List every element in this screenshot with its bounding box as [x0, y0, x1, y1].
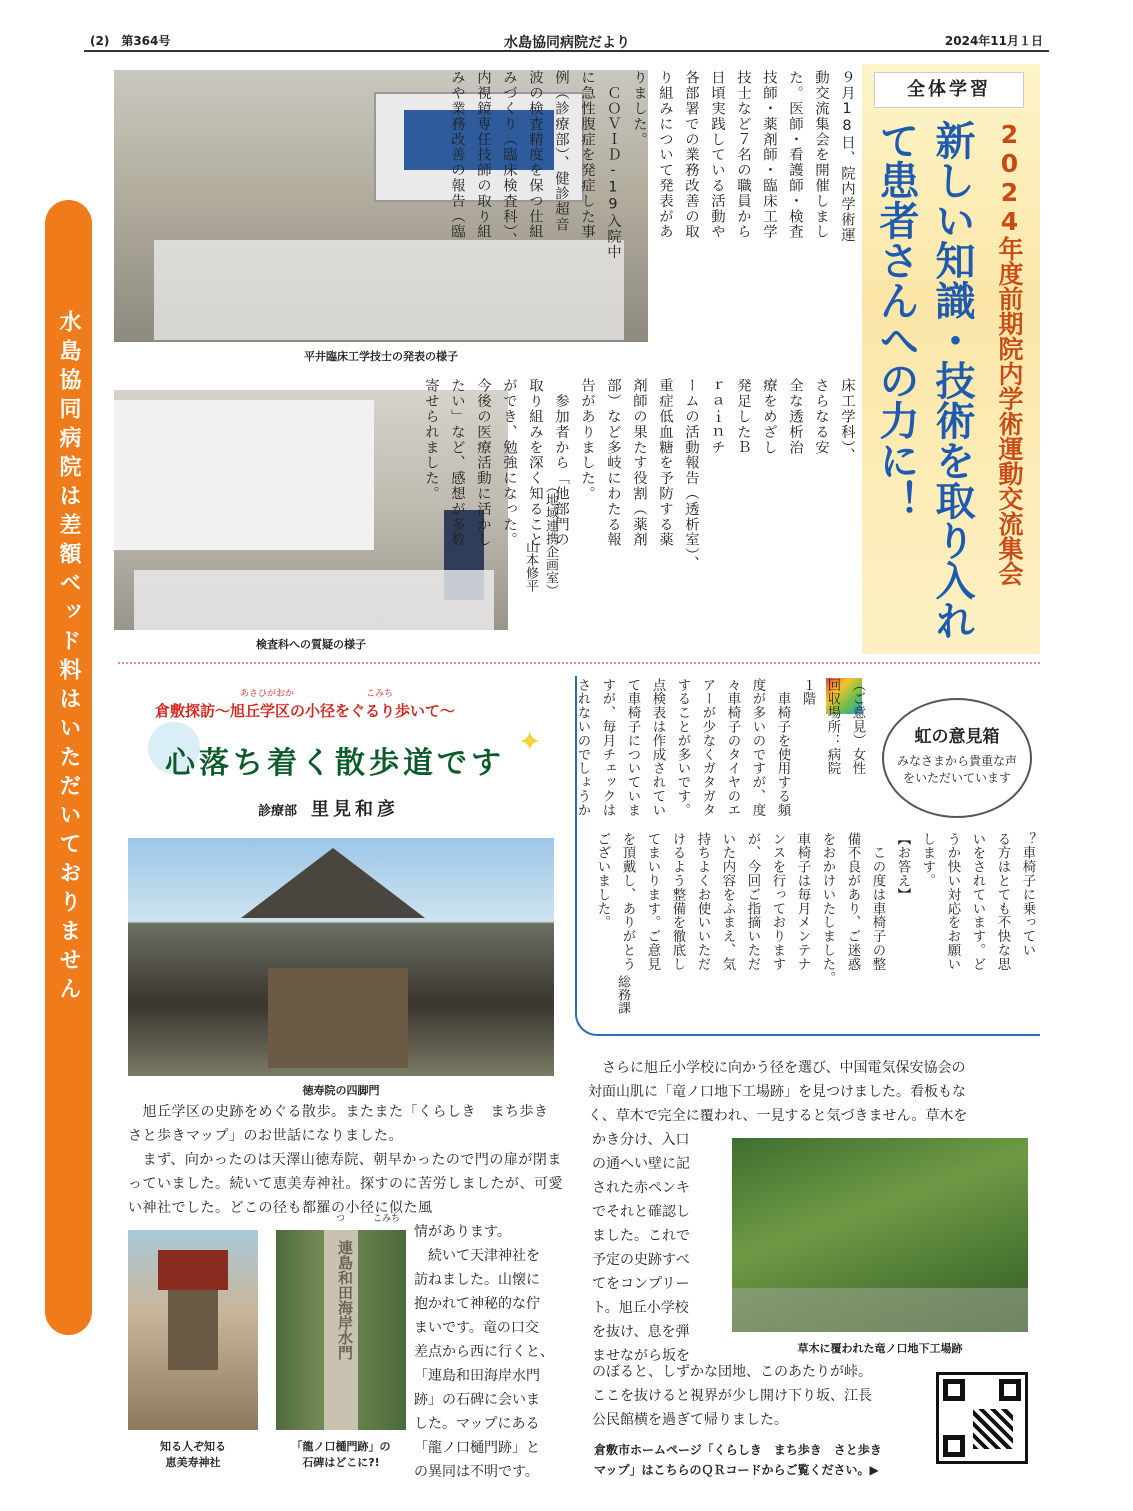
title-panel	[862, 64, 1040, 654]
opinion-text: （ご意見）女性 回収場所：病院 １階 車椅子を使用する頻 度が多いのですが、度 々車椅子のタイヤのエ アーが少なくガタガタ することが多いです。 点検表は作成されてい て車椅子についていま すが、毎月チェックは されないのでしょうか	[575, 678, 865, 817]
qr-code[interactable]	[936, 1372, 1028, 1464]
opinion-box-title: 虹の意見箱	[914, 727, 1000, 747]
walk-right-text: さらに旭丘小学校に向かう径を選び、中国電気保安協会の 対面山肌に「竜ノ口地下工場跡」を見つけました。看板もな く、草木で完全に覆われ、一見すると気づきません。草木を	[588, 1060, 968, 1124]
study-body-bottom: 床工学科）、 さらなる安 全な透析治 療をめざし 発足したＢ ｒａｉｎチ ームの活動報告（透析室）、 重症低血糖を予防する薬 剤師の果たす役割（薬剤 部）など多岐にわたる報 告がありました。 参加者から「他部門の 取り組みを深く知ること ができ、勉強になった。 今後の医療活動に活かし たい」など、感想が多数 寄せられました。	[423, 378, 855, 571]
page-header	[84, 30, 1049, 52]
caption-gate: 徳寿院の四脚門	[302, 1084, 380, 1097]
issue-number: (2) 第364号	[90, 34, 171, 48]
caption-photo2: 検査科への質疑の様子	[256, 638, 366, 651]
photo-stone-marker	[276, 1230, 406, 1430]
walk-p3: 情があります。 続いて天津神社を 訪ねました。山懐に 抱かれて神秘的な佇 まいです。竜の口交 差点から西に行くと、 「連島和田海岸水門 跡」の石碑に会いま した。マップにある 「龍ノ口樋門跡」と の異同は不明です。	[414, 1224, 554, 1480]
section-divider	[118, 662, 1040, 664]
section-badge: 全体学習	[874, 72, 1024, 108]
photo-ruins	[732, 1138, 1028, 1332]
caption-stone: 「龍ノ口樋門跡」の 石碑はどこに?!	[291, 1440, 391, 1469]
issue-date: 2024年11月１日	[944, 34, 1043, 48]
study-body-top: ９月18日、院内学術運 動交流集会を開催しまし た。医師・看護師・検査 技師・薬剤師・臨床工学 技士など７名の職員から 日頃実践している活動や 各部署での業務改善の取 り組みについて発表があ りました。 ＣＯＶＩＤ‐19入院中 に急性腹症を発症した事 例（診療部）、健診超音 波の検査精度を保つ仕組 みづくり（臨床検査科）、 内視鏡専任技師の取り組 みや業務改善の報告（臨	[449, 70, 855, 260]
stone-inscription: 連島和田海岸水門	[336, 1240, 354, 1360]
answer-signature: 総務課	[615, 975, 630, 1014]
headline: 新しい知識・技術を取り入れて患者さんへの力に！	[873, 120, 975, 640]
photo-temple-gate	[128, 838, 554, 1076]
event-title: 2024年度前期院内学術運動交流集会	[995, 120, 1024, 586]
walk-closing: のぼると、しずかな団地、このあたりが峠。 ここを抜けると視界が少し開け下り坂、江長 公民館横を過ぎて帰りました。	[592, 1364, 872, 1428]
walk-title: 心落ち着く散歩道です	[165, 746, 505, 781]
sidebar-text: 水島協同病院は差額ベッド料はいただいておりません	[56, 310, 81, 1006]
opinion-text-cont: ？車椅子に乗ってい る方はとても不快な思 いをされています。ど うか快い対応をお願い します。 【お答え】 この度は車椅子の整 備不良があり、ご迷惑 をおかけいたしました。 車椅子は毎月メンテナ ンスを行っております が、今回ご指摘いただ いた内容をふまえ、気 持ちよくお使いいただ けるよう整備を徹底し てまいります。ご意見 を頂戴し、ありがとう ございました。	[595, 832, 1035, 985]
qr-note: 倉敷市ホームページ「くらしき まち歩き さと歩き マップ」はこちらのＱＲコードからご覧ください。▶	[594, 1443, 882, 1477]
study-signature: （地域連携企画室） 山本修平	[523, 480, 558, 597]
caption-ruins: 草木に覆われた竜ノ口地下工場跡	[797, 1342, 963, 1355]
caption-shrine: 知る人ぞ知る 恵美寿神社	[160, 1440, 226, 1469]
walk-ruby: つ こみち	[336, 1214, 401, 1224]
walk-right-narrow: かき分け、入口 の通へい壁に記 された赤ペンキ でそれと確認し ました。これで 予定の史跡すべ てをコンプリー ト。旭丘小学校 を抜け、息を弾 ませながら坂を	[592, 1132, 690, 1364]
walk-author: 診療部 里見和彦	[258, 799, 400, 820]
opinion-box-badge	[882, 698, 1032, 818]
opinion-box-subtitle: みなさまから貴重な声をいただいています	[896, 754, 1017, 785]
sparkle-icon: ✦	[518, 725, 542, 758]
caption-photo1: 平井臨床工学技士の発表の様子	[304, 350, 458, 363]
sidebar-banner	[45, 200, 92, 1335]
walk-paragraphs: 旭丘学区の史跡をめぐる散歩。またまた「くらしき まち歩き さと歩きマップ」のお世話になりました。 まず、向かったのは天澤山徳寿院、朝早かったので門の扉が閉まっていました。続いて恵美寿神社。探すのに苦労しましたが、可愛い神社でした。どこの径も都羅の小径に似た風	[128, 1104, 563, 1216]
series-title: 倉敷探訪〜旭丘学区の小径をぐるり歩いて〜	[155, 702, 456, 720]
photo-shrine	[128, 1230, 258, 1430]
newsletter-title: 水島協同病院だより	[504, 35, 630, 51]
